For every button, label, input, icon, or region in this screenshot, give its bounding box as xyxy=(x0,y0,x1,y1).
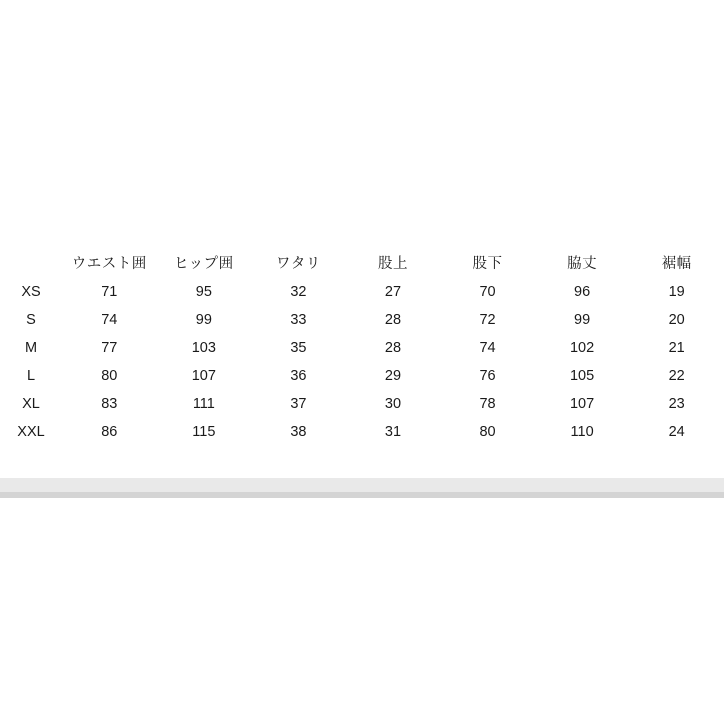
cell-outseam: 105 xyxy=(569,368,595,384)
row-header-size: XS xyxy=(21,284,41,300)
cell-hip: 95 xyxy=(195,284,212,300)
size-table xyxy=(0,250,724,446)
table-row xyxy=(0,306,724,334)
row-header-size: XL xyxy=(22,396,40,412)
cell-hem: 23 xyxy=(668,396,685,412)
table-row xyxy=(0,362,724,390)
cell-inseam: 80 xyxy=(479,424,496,440)
cell-thigh: 32 xyxy=(290,284,307,300)
column-header-outseam: 脇丈 xyxy=(567,256,598,272)
cell-hem: 20 xyxy=(668,312,685,328)
cell-hem: 19 xyxy=(668,284,685,300)
cell-hip: 111 xyxy=(192,396,215,412)
cell-waist: 86 xyxy=(101,424,118,440)
cell-thigh: 37 xyxy=(290,396,307,412)
row-header-size: M xyxy=(24,340,38,356)
cell-waist: 83 xyxy=(101,396,118,412)
cell-hem: 21 xyxy=(668,340,685,356)
cell-inseam: 70 xyxy=(479,284,496,300)
column-header-inseam: 股下 xyxy=(472,256,503,272)
table-header-row xyxy=(0,250,724,278)
row-header-size: S xyxy=(26,312,36,328)
column-header-hip: ヒップ囲 xyxy=(174,256,234,272)
cell-outseam: 107 xyxy=(569,396,595,412)
cell-hem: 24 xyxy=(668,424,685,440)
cell-rise: 30 xyxy=(384,396,402,412)
cell-rise: 28 xyxy=(384,312,402,328)
cell-hip: 115 xyxy=(192,424,216,440)
cell-outseam: 102 xyxy=(569,340,595,356)
table-row xyxy=(0,418,724,446)
size-table-container xyxy=(0,250,724,446)
cell-rise: 28 xyxy=(384,340,402,356)
cell-waist: 71 xyxy=(101,284,118,300)
cell-inseam: 78 xyxy=(479,396,496,412)
cell-inseam: 76 xyxy=(479,368,496,384)
column-header-thigh: ワタリ xyxy=(275,256,321,272)
table-row xyxy=(0,334,724,362)
cell-outseam: 96 xyxy=(574,284,591,300)
cell-waist: 74 xyxy=(101,312,118,328)
cell-inseam: 74 xyxy=(479,340,496,356)
cell-inseam: 72 xyxy=(479,312,496,328)
column-header-waist: ウエスト囲 xyxy=(71,256,147,272)
cell-rise: 31 xyxy=(384,424,402,440)
column-header-hem: 裾幅 xyxy=(661,256,692,272)
cell-outseam: 110 xyxy=(570,424,594,440)
cell-hem: 22 xyxy=(668,368,685,384)
cell-waist: 77 xyxy=(101,340,118,356)
table-row xyxy=(0,278,724,306)
size-table-body xyxy=(0,278,724,446)
bottom-blank-area xyxy=(0,498,724,724)
cell-thigh: 35 xyxy=(290,340,307,356)
cell-hip: 103 xyxy=(191,340,216,356)
row-header-size: XXL xyxy=(17,424,45,440)
cell-outseam: 99 xyxy=(574,312,591,328)
cell-hip: 107 xyxy=(191,368,216,384)
cell-thigh: 36 xyxy=(290,368,307,384)
cell-thigh: 33 xyxy=(290,312,307,328)
cell-waist: 80 xyxy=(101,368,118,384)
table-row xyxy=(0,390,724,418)
column-header-rise: 股上 xyxy=(377,256,408,272)
size-table-header xyxy=(0,250,724,278)
divider-band-light xyxy=(0,478,724,492)
cell-rise: 27 xyxy=(384,284,402,300)
cell-hip: 99 xyxy=(195,312,212,328)
cell-rise: 29 xyxy=(384,368,402,384)
table-corner-cell xyxy=(0,250,62,278)
cell-thigh: 38 xyxy=(290,424,307,440)
row-header-size: L xyxy=(26,368,36,384)
